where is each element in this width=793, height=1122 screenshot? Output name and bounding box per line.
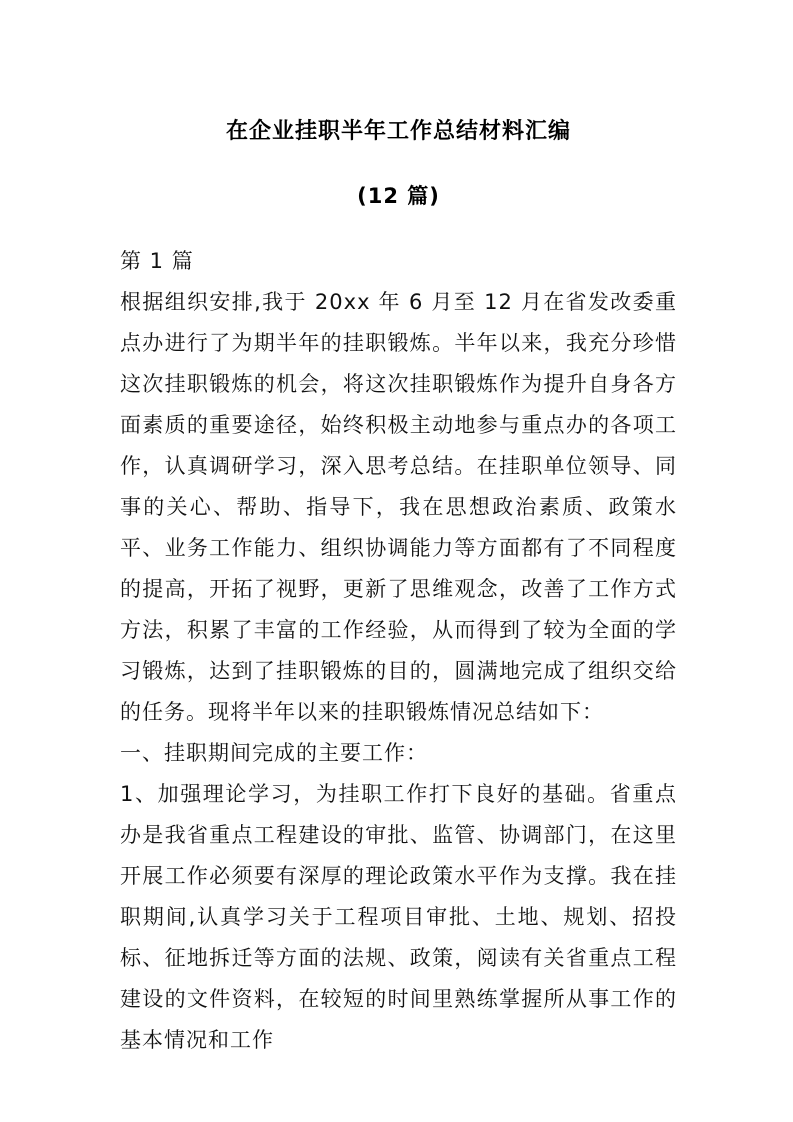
paragraph-1: 根据组织安排,我于 20xx 年 6 月至 12 月在省发改委重点办进行了为期半年的挂职锻炼。半年以来，我充分珍惜这次挂职锻炼的机会，将这次挂职锻炼作为提升自身各方面素质的重要途径，始终积极主动地参与重点办的各项工作，认真调研学习，深入思考总结。在挂职单位领导、同事的关心、帮助、指导下，我在思想政治素质、政策水平、业务工作能力、组织协调能力等方面都有了不同程度的提高，开拓了视野，更新了思维观念，改善了工作方式方法，积累了丰富的工作经验，从而得到了较为全面的学习锻炼，达到了挂职锻炼的目的，圆满地完成了组织交给的任务。现将半年以来的挂职锻炼情况总结如下： <box>120 290 677 724</box>
paragraph-3: 1、加强理论学习，为挂职工作打下良好的基础。省重点办是我省重点工程建设的审批、监管、协调部门，在这里开展工作必须要有深厚的理论政策水平作为支撑。我在挂职期间,认真学习关于工程项目审批、土地、规划、招投标、征地拆迁等方面的法规、政策，阅读有关省重点工程建设的文件资料，在较短的时间里熟练掌握所从事工作的基本情况和工作 <box>120 782 677 1052</box>
paragraph-2: 一、挂职期间完成的主要工作： <box>120 741 428 765</box>
section-body <box>120 282 677 1061</box>
document-subtitle: (12 篇) <box>357 184 440 208</box>
section-label: 第 1 篇 <box>120 249 194 273</box>
document-title: 在企业挂职半年工作总结材料汇编 <box>225 119 571 144</box>
